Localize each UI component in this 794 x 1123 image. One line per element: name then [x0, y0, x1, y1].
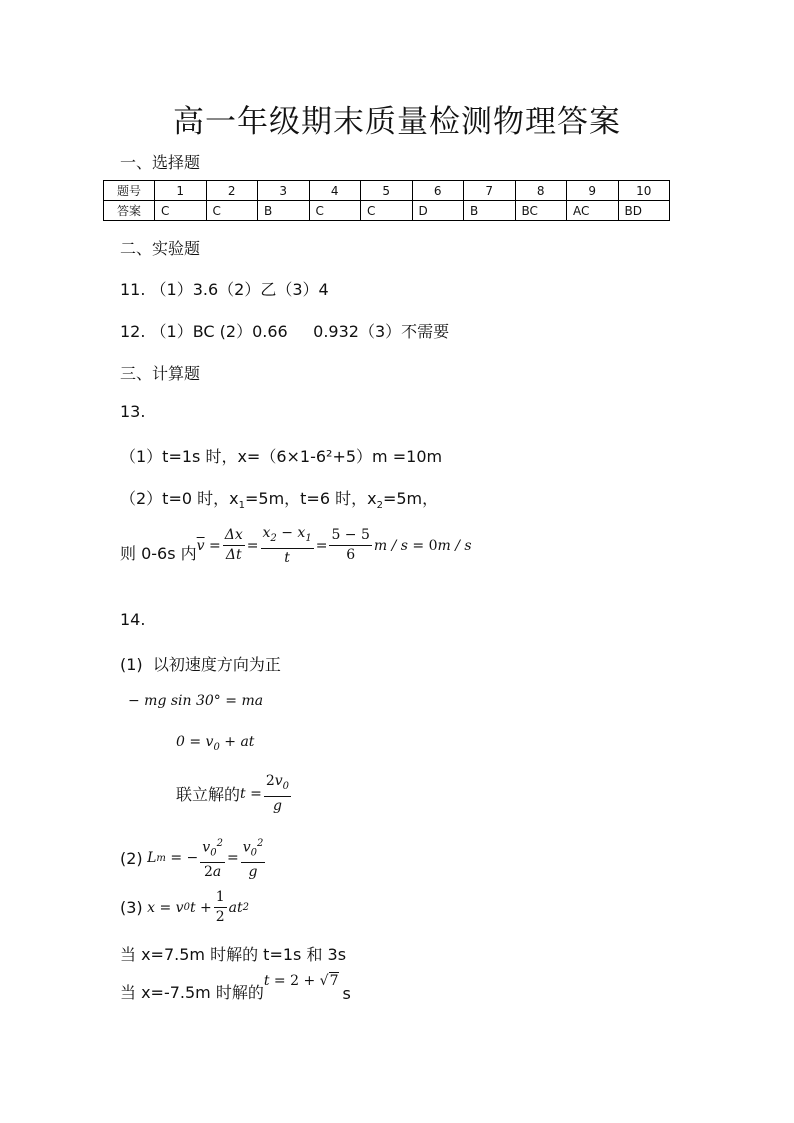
q14-part3-label: (3): [120, 898, 143, 917]
eq2-lhs: 0 = v: [176, 734, 214, 750]
q14-equation-1: − mg sin 30° = ma: [128, 693, 264, 709]
time-formula: t = $\frac{2v_0}{g}$: [240, 773, 290, 814]
table-cell: BC: [515, 201, 567, 221]
table-header-row: [104, 181, 670, 201]
table-cell: 7: [464, 181, 516, 201]
table-cell: 6: [412, 181, 464, 201]
table-cell: B: [258, 201, 310, 221]
q13-part2-c: =5m，: [382, 489, 439, 508]
section-heading-calculation: 三、计算题: [120, 364, 201, 383]
table-cell: BD: [618, 201, 670, 221]
q13-part2-b: =5m，t=6 时，x: [244, 489, 377, 508]
section-heading-choice: 一、选择题: [120, 153, 201, 172]
table-cell: 题号: [104, 181, 155, 201]
question-label-14: 14.: [120, 610, 146, 629]
q13-part2-a: （2）t=0 时，x: [120, 489, 239, 508]
table-answer-row: [104, 201, 670, 221]
q14-solve-time: [176, 772, 293, 816]
document-title: 高一年级期末质量检测物理答案: [173, 104, 621, 140]
answer-line-q12: 12. （1）BC (2）0.66 0.932（3）不需要: [120, 322, 450, 341]
table-cell: 8: [515, 181, 567, 201]
q14-result-b: [120, 973, 351, 1003]
question-label-13: 13.: [120, 402, 146, 421]
result-b-prefix: 当 x=-7.5m 时解的: [120, 983, 264, 1002]
q14-part1: (1) 以初速度方向为正: [120, 655, 281, 674]
table-cell: B: [464, 201, 516, 221]
table-cell: 答案: [104, 201, 155, 221]
table-cell: AC: [567, 201, 619, 221]
q14-part2-label: (2): [120, 848, 143, 868]
table-cell: 4: [309, 181, 361, 201]
table-cell: 2: [206, 181, 258, 201]
solve-prefix: 联立解的: [176, 785, 241, 805]
table-cell: 5: [361, 181, 413, 201]
table-cell: 1: [155, 181, 207, 201]
q14-part2: [120, 834, 267, 882]
section-heading-experiment: 二、实验题: [120, 239, 201, 258]
displacement-formula: x = v 0 t + $\frac{1}{2}$ at 2: [142, 889, 250, 925]
eq2-rhs: + at: [219, 734, 255, 750]
result-b-suffix: s: [342, 984, 351, 1003]
q13-part1: （1）t=1s 时，x=（6×1-6²+5）m =10m: [120, 447, 443, 466]
table-cell: C: [309, 201, 361, 221]
table-cell: C: [206, 201, 258, 221]
table-cell: 9: [567, 181, 619, 201]
answer-table: [103, 180, 670, 221]
average-velocity-formula: $\overline{v}$ = $\frac{\Delta x}{\Delta t}$ = $\frac{x_2 - x_1}{t}$ = $\frac{5 - 5}{6}$ m / s = 0 m / s: [196, 525, 472, 566]
table-cell: 3: [258, 181, 310, 201]
answer-line-q11: 11. （1）3.6（2）乙（3）4: [120, 280, 329, 299]
time-sqrt-formula: t = 2 + √7: [263, 973, 339, 989]
q14-equation-2: $0 = v_0$ + at: [176, 734, 255, 753]
q13-average-velocity: [120, 524, 472, 568]
table-cell: C: [361, 201, 413, 221]
table-cell: D: [412, 201, 464, 221]
q13-avg-prefix: 则 0-6s 内: [120, 544, 197, 564]
max-distance-formula: L m = − $\frac{v_0^2}{2a}$ = $\frac{v_0^2}{g}$: [143, 834, 268, 882]
table-cell: C: [155, 201, 207, 221]
table-cell: 10: [618, 181, 670, 201]
q14-part3: [120, 888, 249, 927]
q14-result-a: 当 x=7.5m 时解的 t=1s 和 3s: [120, 945, 347, 964]
q13-part2: （2）t=0 时，$x_1=5m$，t=6 时，$x_2=5m$，: [120, 489, 439, 512]
